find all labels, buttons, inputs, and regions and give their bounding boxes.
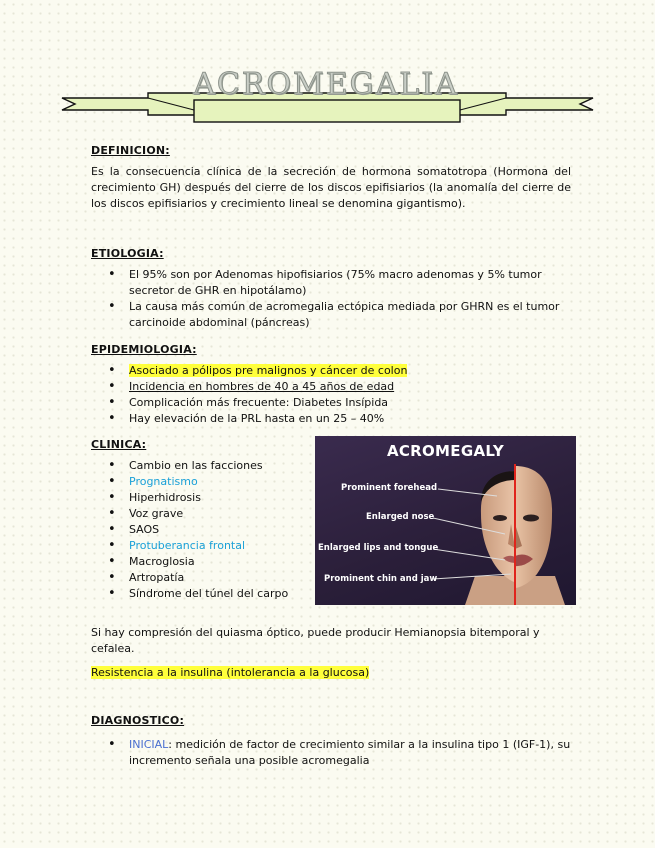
list-item: • Síndrome del túnel del carpo [91, 586, 306, 602]
list-item: • Macroglosia [91, 554, 306, 570]
resistencia-line [91, 665, 571, 681]
list-item [91, 379, 571, 395]
list-item: • Prognatismo [91, 474, 306, 490]
epidemiologia-heading: EPIDEMIOLOGIA: [91, 343, 197, 356]
page-title: ACROMEGALIA [193, 67, 459, 102]
list-item: • La causa más común de acromegalia ectópica mediada por GHRN es el tumor carcinoide abdominal (páncreas) [91, 299, 571, 331]
list-item: • Hiperhidrosis [91, 490, 306, 506]
definicion-section [91, 143, 571, 212]
compresion-text: Si hay compresión del quiasma óptico, puede producir Hemianopsia bitemporal y cefalea. [91, 626, 540, 655]
list-item [91, 737, 571, 769]
definicion-text: Es la consecuencia clínica de la secreción de hormona somatotropa (Hormona del crecimiento GH) después del cierre de los discos epifisiarios (la anomalía del cierre de los discos epifisiarios y crecimiento lineal se denomina gigantismo). [91, 165, 571, 210]
acromegaly-figure [315, 436, 576, 605]
diagnostico-list [91, 737, 571, 769]
title-banner [60, 62, 595, 124]
diagnostico-heading: DIAGNOSTICO: [91, 714, 185, 727]
clinica-section [91, 437, 306, 602]
diagnostico-text: : medición de factor de crecimiento similar a la insulina tipo 1 (IGF-1), su incremento señala una posible acromegalia [129, 738, 571, 767]
underlined-text: Incidencia en hombres de 40 a 45 años de edad [129, 380, 395, 393]
figure-label: Enlarged lips and tongue [318, 543, 439, 553]
list-item: • Complicación más frecuente: Diabetes Insípida [91, 395, 571, 411]
list-item: • SAOS [91, 522, 306, 538]
diagnostico-section [91, 713, 571, 769]
etiologia-section [91, 246, 571, 331]
list-item: • Voz grave [91, 506, 306, 522]
epidemiologia-section [91, 342, 571, 427]
list-item: • Protuberancia frontal [91, 538, 306, 554]
list-item: • Cambio en las facciones [91, 458, 306, 474]
list-item: • Hay elevación de la PRL hasta en un 25 – 40% [91, 411, 571, 427]
figure-label: Prominent forehead [341, 483, 438, 493]
clinica-list [91, 458, 306, 602]
list-item: • El 95% son por Adenomas hipofisiarios (75% macro adenomas y 5% tumor secretor de GHR en hipotálamo) [91, 267, 571, 299]
highlighted-text: Resistencia a la insulina (intolerancia a la glucosa) [91, 666, 370, 679]
list-item [91, 363, 571, 379]
figure-label: Enlarged nose [366, 512, 435, 522]
definicion-heading: DEFINICION: [91, 144, 170, 157]
etiologia-heading: ETIOLOGIA: [91, 247, 164, 260]
highlighted-text: Asociado a pólipos pre malignos y cáncer de colon [129, 364, 408, 377]
figure-label: Prominent chin and jaw [324, 574, 438, 584]
diagnostico-label: INICIAL [129, 738, 169, 751]
figure-title: ACROMEGALY [386, 442, 505, 460]
epidemiologia-list [91, 363, 571, 427]
clinica-heading: CLINICA: [91, 438, 147, 451]
etiologia-list [91, 267, 571, 331]
list-item: • Artropatía [91, 570, 306, 586]
